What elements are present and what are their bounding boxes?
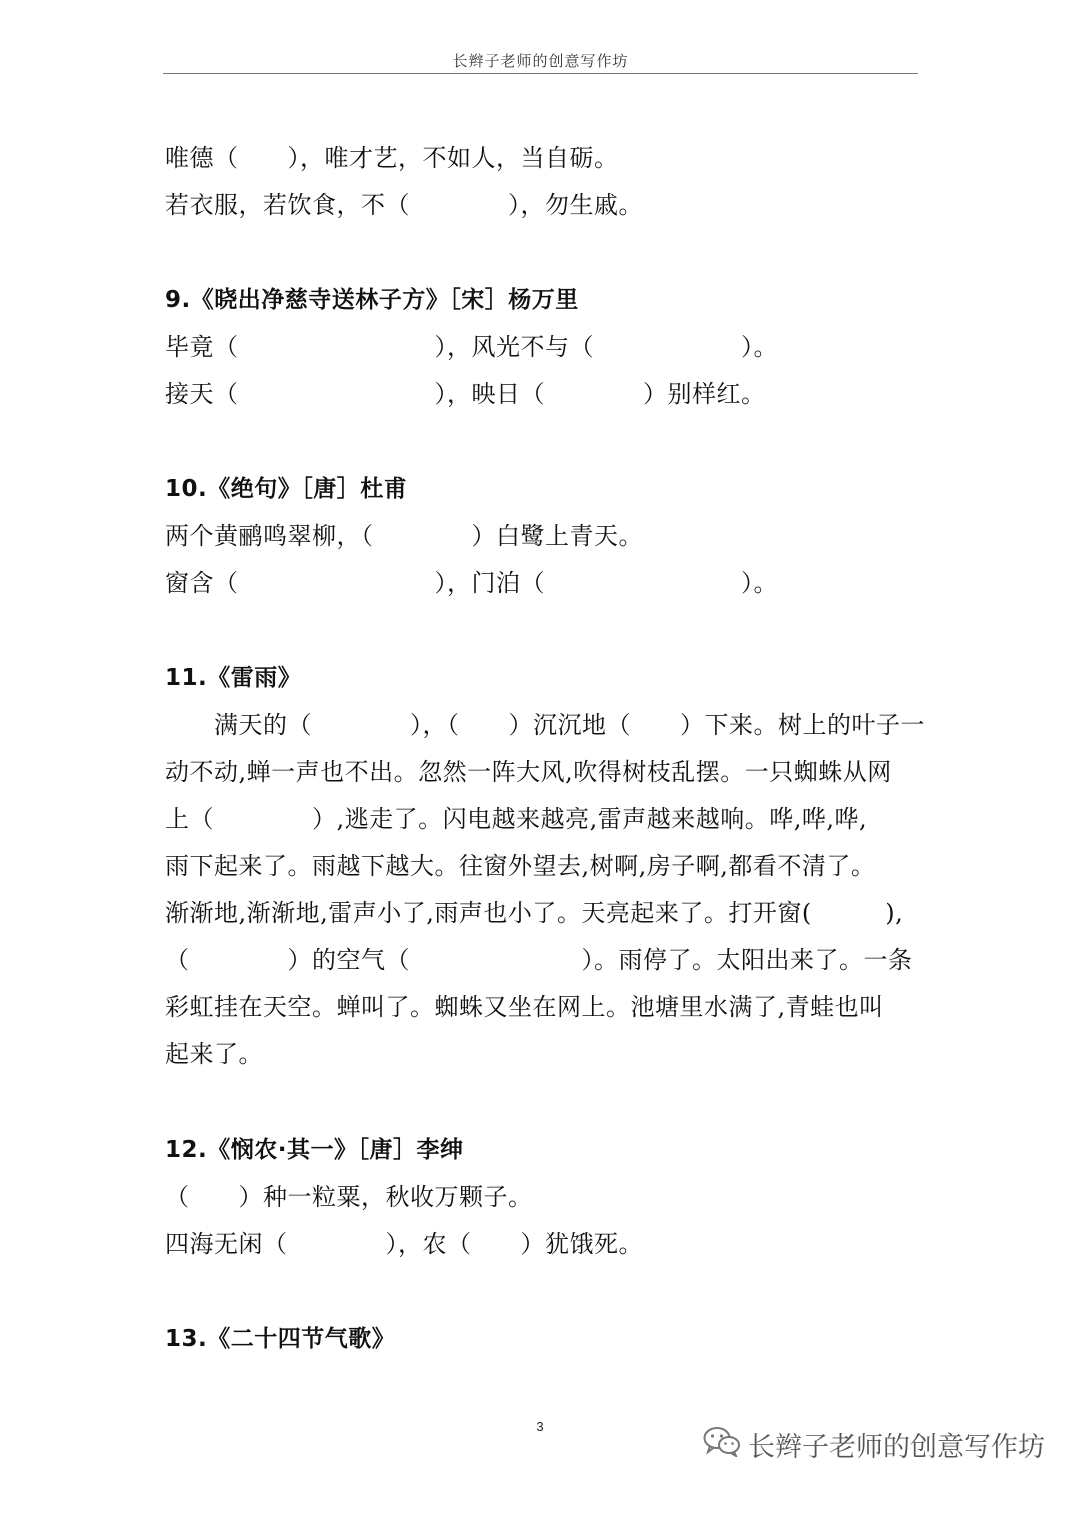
text-line: 两个黄鹂鸣翠柳，（ ）白鹭上青天。 (165, 522, 643, 550)
page-header: 长辫子老师的创意写作坊 (452, 52, 629, 70)
text-line: 唯德（ ），唯才艺，不如人，当自砺。 (165, 144, 619, 172)
watermark (702, 1424, 1045, 1464)
section-title: 11.《雷雨》 (165, 665, 302, 691)
wechat-icon (702, 1425, 748, 1464)
text-line: 起来了。 (165, 1040, 263, 1068)
text-line: （ ）的空气（ ）。雨停了。太阳出来了。一条 (165, 946, 913, 974)
header-divider (163, 73, 918, 74)
text-line: 彩虹挂在天空。蝉叫了。蜘蛛又坐在网上。池塘里水满了,青蛙也叫 (165, 993, 884, 1021)
text-line: 渐渐地,渐渐地,雷声小了,雨声也小了。天亮起来了。打开窗( ), (165, 899, 904, 927)
text-line: 窗含（ ），门泊（ ）。 (165, 569, 778, 597)
text-line: 四海无闲（ ），农（ ）犹饿死。 (165, 1230, 643, 1258)
text-line: 接天（ ），映日（ ）别样红。 (165, 380, 766, 408)
text-line: （ ）种一粒粟，秋收万颗子。 (165, 1183, 533, 1211)
section-title: 10.《绝句》［唐］杜甫 (165, 476, 408, 502)
section-title: 12.《悯农·其一》［唐］李绅 (165, 1137, 464, 1163)
text-line: 动不动,蝉一声也不出。忽然一阵大风,吹得树枝乱摆。一只蜘蛛从网 (165, 758, 892, 786)
text-line: 满天的（ ），（ ）沉沉地（ ）下来。树上的叶子一 (165, 711, 925, 739)
text-line: 若衣服，若饮食，不（ ），勿生戚。 (165, 191, 643, 219)
text-line: 毕竟（ ），风光不与（ ）。 (165, 333, 778, 361)
text-line: 上（ ）,逃走了。闪电越来越亮,雷声越来越响。哗,哗,哗, (165, 805, 868, 833)
section-title: 9.《晓出净慈寺送林子方》［宋］杨万里 (165, 287, 579, 313)
text-line: 雨下起来了。雨越下越大。往窗外望去,树啊,房子啊,都看不清了。 (165, 852, 876, 880)
watermark-text: 长辫子老师的创意写作坊 (748, 1431, 1045, 1463)
page-number: 3 (536, 1419, 544, 1434)
section-title: 13.《二十四节气歌》 (165, 1326, 396, 1352)
